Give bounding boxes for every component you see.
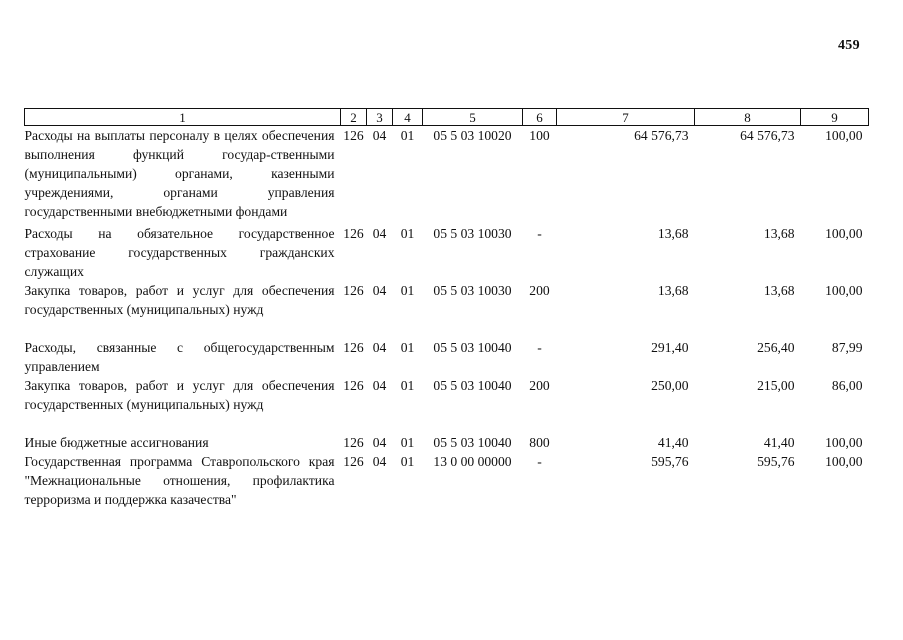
cell-percent: 100,00 [825,435,863,450]
cell-subsection: 01 [400,454,415,469]
cell-section: 04 [372,435,387,450]
row-description: Закупка товаров, работ и услуг для обеспечения государственных (муниципальных) нужд [24,283,335,317]
table-row [25,338,869,376]
cell-target-item: 05 5 03 10030 [433,283,512,298]
cell-ministry-code: 126 [343,435,364,450]
header-cell: 3 [367,109,393,126]
table-header [25,109,869,126]
cell-ministry-code: 126 [343,128,364,143]
cell-target-item: 05 5 03 10040 [433,378,512,393]
cell-ministry-code: 126 [343,226,364,241]
header-row [25,109,869,126]
cell-planned-amount: 13,68 [657,283,689,298]
cell-ministry-code: 126 [343,378,364,393]
cell-expense-type: 200 [529,283,550,298]
cell-planned-amount: 595,76 [651,454,689,469]
cell-section: 04 [372,283,387,298]
table-row [25,452,869,509]
header-cell: 1 [25,109,341,126]
cell-target-item: 13 0 00 00000 [433,454,512,469]
cell-target-item: 05 5 03 10040 [433,435,512,450]
table-row [25,433,869,452]
row-description: Расходы, связанные с общегосударственным управлением [24,340,335,374]
table-row [25,126,869,225]
header-cell: 7 [557,109,695,126]
header-cell: 8 [695,109,801,126]
row-description: Иные бюджетные ассигнования [24,435,209,450]
cell-target-item: 05 5 03 10020 [433,128,512,143]
cell-actual-amount: 215,00 [757,378,795,393]
table-row [25,376,869,433]
cell-ministry-code: 126 [343,340,364,355]
cell-section: 04 [372,454,387,469]
cell-actual-amount: 13,68 [763,226,795,241]
row-description: Закупка товаров, работ и услуг для обеспечения государственных (муниципальных) нужд [24,378,335,412]
row-description: Расходы на обязательное государственное страхование государственных гражданских служащих [24,226,335,279]
cell-planned-amount: 13,68 [657,226,689,241]
cell-section: 04 [372,226,387,241]
cell-target-item: 05 5 03 10040 [433,340,512,355]
cell-section: 04 [372,378,387,393]
cell-ministry-code: 126 [343,454,364,469]
cell-subsection: 01 [400,435,415,450]
cell-subsection: 01 [400,128,415,143]
table-row [25,224,869,281]
cell-expense-type: - [537,226,542,241]
row-description: Расходы на выплаты персоналу в целях обеспечения выполнения функций государ-ственными (муниципальными) органами, казенными учреждениями, органами управления государственными внебюджетными фондами [24,128,335,219]
cell-percent: 100,00 [825,454,863,469]
cell-expense-type: 800 [529,435,550,450]
cell-expense-type: 100 [529,128,550,143]
cell-percent: 86,00 [831,378,863,393]
cell-actual-amount: 41,40 [763,435,795,450]
cell-actual-amount: 13,68 [763,283,795,298]
row-description: Государственная программа Ставропольского края "Межнациональные отношения, профилактика терроризма и поддержка казачества" [24,454,335,507]
table-body [25,126,869,510]
cell-percent: 100,00 [825,226,863,241]
cell-section: 04 [372,128,387,143]
cell-planned-amount: 64 576,73 [634,128,689,143]
cell-planned-amount: 41,40 [657,435,689,450]
cell-percent: 100,00 [825,128,863,143]
cell-percent: 100,00 [825,283,863,298]
cell-ministry-code: 126 [343,283,364,298]
cell-subsection: 01 [400,378,415,393]
cell-actual-amount: 595,76 [757,454,795,469]
cell-subsection: 01 [400,283,415,298]
cell-expense-type: - [537,340,542,355]
cell-subsection: 01 [400,340,415,355]
table-row [25,281,869,338]
header-cell: 9 [801,109,869,126]
header-cell: 4 [393,109,423,126]
cell-target-item: 05 5 03 10030 [433,226,512,241]
cell-section: 04 [372,340,387,355]
cell-planned-amount: 291,40 [651,340,689,355]
header-cell: 2 [341,109,367,126]
budget-table [24,108,869,509]
cell-actual-amount: 256,40 [757,340,795,355]
cell-planned-amount: 250,00 [651,378,689,393]
cell-expense-type: - [537,454,542,469]
header-cell: 5 [423,109,523,126]
cell-expense-type: 200 [529,378,550,393]
cell-percent: 87,99 [831,340,863,355]
cell-actual-amount: 64 576,73 [740,128,795,143]
header-cell: 6 [523,109,557,126]
cell-subsection: 01 [400,226,415,241]
page-number: 459 [838,38,860,53]
